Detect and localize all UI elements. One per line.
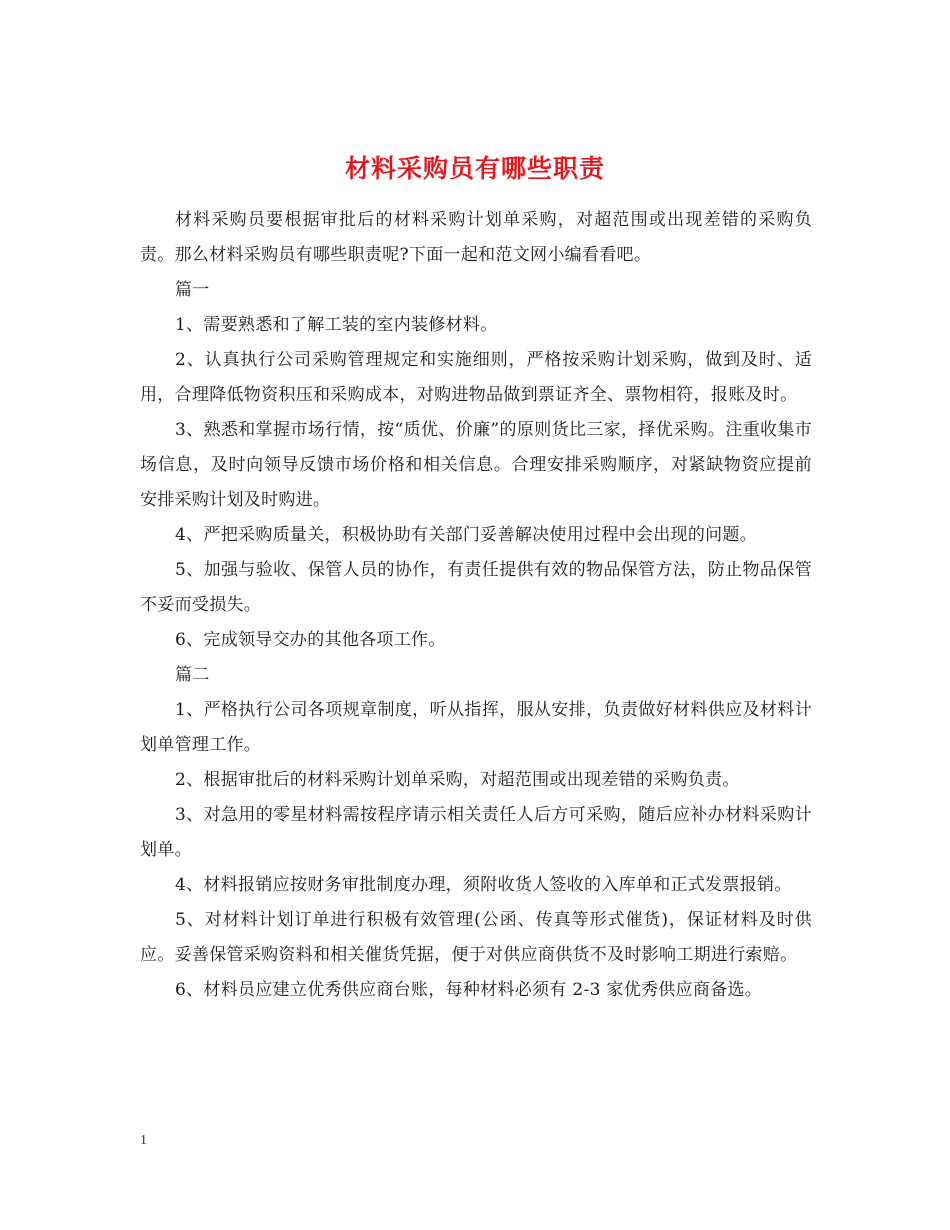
list-item: 4、材料报销应按财务审批制度办理，须附收货人签收的入库单和正式发票报销。	[175, 875, 792, 895]
list-item: 1、需要熟悉和了解工装的室内装修材料。	[175, 315, 498, 335]
section-heading: 篇一	[175, 280, 210, 300]
document-title: 材料采购员有哪些职责	[344, 153, 605, 183]
list-item: 3、熟悉和掌握市场行情，按“质优、价廉”的原则货比三家，择优采购。注重收集市场信息，及时向领导反馈市场价格和相关信息。合理安排采购顺序，对紧缺物资应提前安排采购计划及时购进。	[140, 420, 812, 510]
list-item: 2、根据审批后的材料采购计划单采购，对超范围或出现差错的采购负责。	[175, 770, 740, 790]
list-item: 5、对材料计划订单进行积极有效管理(公函、传真等形式催货)，保证材料及时供应。妥善保管采购资料和相关催货凭据，便于对供应商供货不及时影响工期进行索赔。	[140, 910, 812, 965]
list-item: 1、严格执行公司各项规章制度，听从指挥，服从安排，负责做好材料供应及材料计划单管理工作。	[140, 700, 812, 755]
list-item: 3、对急用的零星材料需按程序请示相关责任人后方可采购，随后应补办材料采购计划单。	[140, 805, 812, 860]
page-number: 1	[140, 1133, 147, 1148]
list-item: 6、完成领导交办的其他各项工作。	[175, 630, 446, 650]
list-item: 6、材料员应建立优秀供应商台账，每种材料必须有 2-3 家优秀供应商备选。	[175, 980, 763, 1000]
list-item: 2、认真执行公司采购管理规定和实施细则，严格按采购计划采购，做到及时、适用，合理降低物资积压和采购成本，对购进物品做到票证齐全、票物相符，报账及时。	[140, 350, 812, 405]
intro-paragraph: 材料采购员要根据审批后的材料采购计划单采购，对超范围或出现差错的采购负责。那么材料采购员有哪些职责呢?下面一起和范文网小编看看吧。	[140, 210, 812, 265]
list-item: 5、加强与验收、保管人员的协作，有责任提供有效的物品保管方法，防止物品保管不妥而受损失。	[140, 560, 812, 615]
section-heading: 篇二	[175, 665, 210, 685]
document-body	[140, 203, 812, 1008]
list-item: 4、严把采购质量关，积极协助有关部门妥善解决使用过程中会出现的问题。	[175, 525, 758, 545]
